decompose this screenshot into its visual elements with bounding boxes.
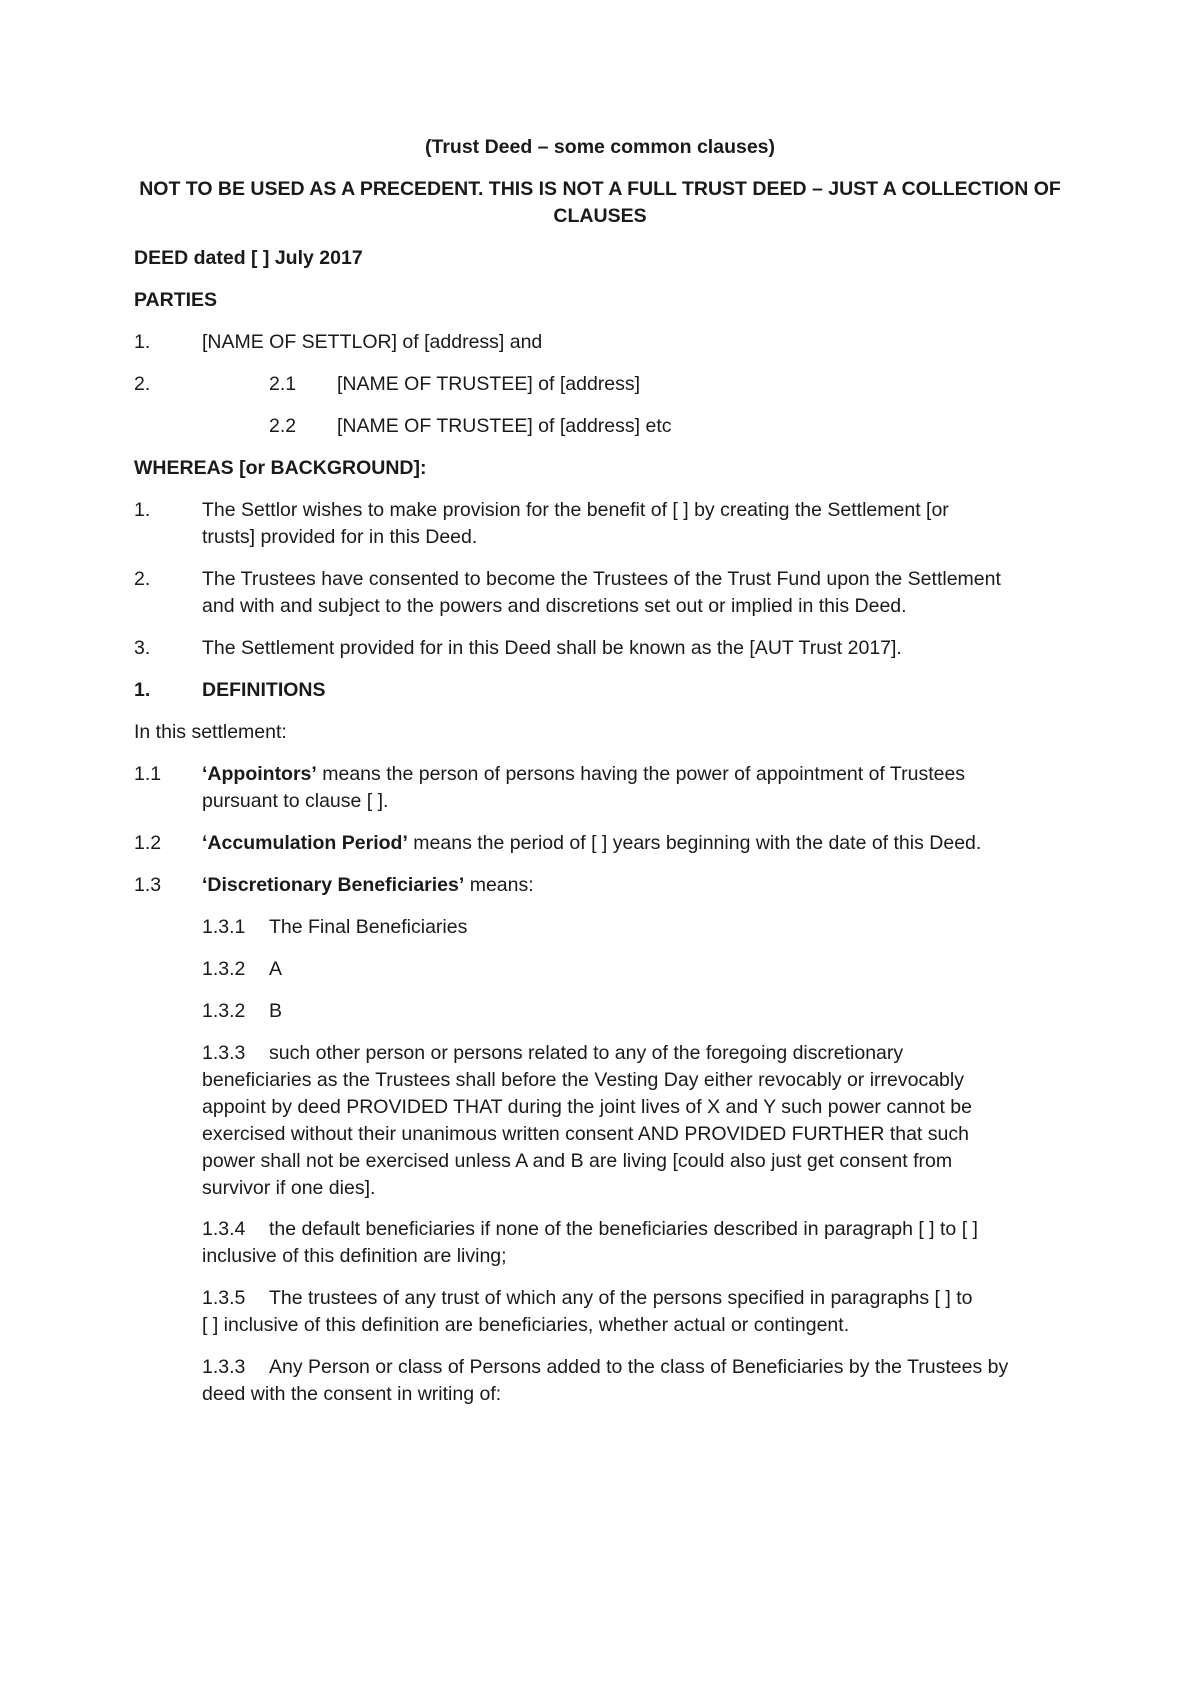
recital-text-line: trusts] provided for in this Deed. [202,526,478,548]
definition-text-line: pursuant to clause [ ]. [202,790,389,812]
recital-text-line: and with and subject to the powers and discretions set out or implied in this Deed. [202,595,907,617]
subdefinition-number: 1.3.5 [202,1287,246,1309]
definition-body: means: [464,874,534,896]
paragraph-line: Any Person or class of Persons added to the class of Beneficiaries by the Trustees by [269,1356,1009,1378]
paragraph-line: deed with the consent in writing of: [202,1383,502,1405]
paragraph-line: beneficiaries as the Trustees shall before the Vesting Day either revocably or irrevocably [202,1069,964,1091]
subdefinition-number: 1.3.1 [202,916,246,938]
recital-number: 3. [134,637,151,659]
subdefinition-number: 1.3.2 [202,1000,246,1022]
paragraph-line: survivor if one dies]. [202,1177,376,1199]
subdefinition-number: 1.3.3 [202,1356,246,1378]
subdefinition-text: The Final Beneficiaries [269,916,468,938]
paragraph-line: power shall not be exercised unless A and B are living [could also just get consent from [202,1150,953,1172]
definition-body: means the person of persons having the power of appointment of Trustees [316,763,966,785]
party-subnumber: 2.1 [269,373,297,395]
definition-text-line [202,829,981,858]
definition-body: means the period of [ ] years beginning with the date of this Deed. [407,832,982,854]
party-text: [NAME OF TRUSTEE] of [address] [337,373,641,395]
definition-number: 1.1 [134,763,162,785]
definition-number: 1.2 [134,832,162,854]
paragraph-line: inclusive of this definition are living; [202,1245,507,1267]
deed-dated: DEED dated [ ] July 2017 [134,247,363,269]
recital-text-line: The Settlor wishes to make provision for the benefit of [ ] by creating the Settlement [or [202,499,949,521]
defined-term: ‘Discretionary Beneficiaries’ [202,874,465,896]
definition-text-line [202,760,965,789]
subdefinition-number: 1.3.4 [202,1218,246,1240]
paragraph-line: such other person or persons related to any of the foregoing discretionary [269,1042,904,1064]
party-number: 1. [134,331,151,353]
paragraph-line: appoint by deed PROVIDED THAT during the joint lives of X and Y such power cannot be [202,1096,972,1118]
definition-number: 1.3 [134,874,162,896]
paragraph-line: exercised without their unanimous written consent AND PROVIDED FURTHER that such [202,1123,969,1145]
subdefinition-number: 1.3.2 [202,958,246,980]
recital-text-line: The Trustees have consented to become the Trustees of the Trust Fund upon the Settlement [202,568,1001,590]
party-text: [NAME OF SETTLOR] of [address] and [202,331,543,353]
warning-line-1: NOT TO BE USED AS A PRECEDENT. THIS IS NOT A FULL TRUST DEED – JUST A COLLECTION OF [139,178,1061,200]
section-number: 1. [134,679,151,701]
warning-line-2: CLAUSES [553,205,647,227]
definition-text-line [202,871,534,900]
party-number: 2. [134,373,151,395]
defined-term: ‘Appointors’ [202,763,317,785]
party-text: [NAME OF TRUSTEE] of [address] etc [337,415,672,437]
recital-text-line: The Settlement provided for in this Deed shall be known as the [AUT Trust 2017]. [202,637,902,659]
definitions-intro: In this settlement: [134,721,287,743]
paragraph-line: The trustees of any trust of which any of the persons specified in paragraphs [ ] to [269,1287,973,1309]
recital-number: 2. [134,568,151,590]
whereas-heading: WHEREAS [or BACKGROUND]: [134,457,427,479]
subdefinition-number: 1.3.3 [202,1042,246,1064]
subdefinition-text: B [269,1000,283,1022]
paragraph-line: [ ] inclusive of this definition are beneficiaries, whether actual or contingent. [202,1314,850,1336]
document-title: (Trust Deed – some common clauses) [424,136,776,158]
paragraph-line: the default beneficiaries if none of the beneficiaries described in paragraph [ ] to [ ] [269,1218,978,1240]
recital-number: 1. [134,499,151,521]
defined-term: ‘Accumulation Period’ [202,832,408,854]
party-subnumber: 2.2 [269,415,297,437]
subdefinition-text: A [269,958,283,980]
section-title: DEFINITIONS [202,679,326,701]
parties-heading: PARTIES [134,289,218,311]
